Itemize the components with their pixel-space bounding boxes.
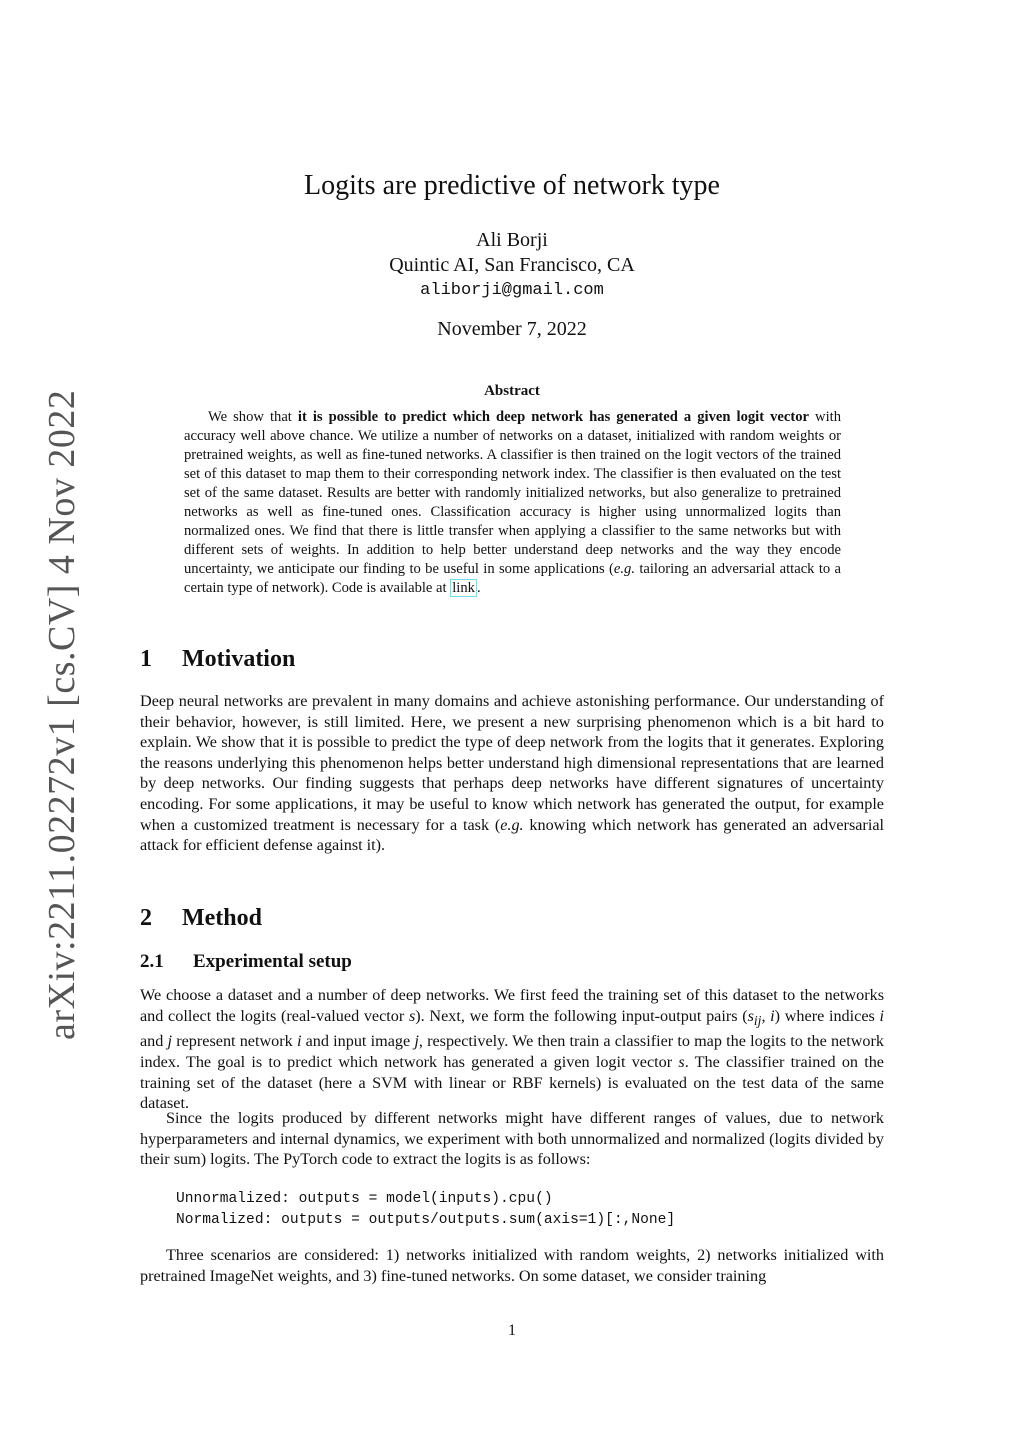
author-name: Ali Borji	[476, 229, 548, 251]
section-number: 2	[140, 905, 152, 931]
section-heading-method	[140, 905, 262, 932]
abstract-lead: We show that	[208, 409, 298, 425]
math-var: s	[408, 1006, 416, 1025]
math-var: s	[747, 1006, 754, 1025]
abstract-eg: e.g.	[613, 561, 635, 577]
math-var: s	[678, 1053, 685, 1072]
section-heading-motivation	[140, 646, 295, 673]
text-span: represent network	[172, 1032, 297, 1051]
setup-paragraph-1	[140, 985, 884, 1114]
paper-date: November 7, 2022	[437, 318, 587, 340]
text-span: . The classifier trained on the training set of the dataset (here a SVM with linear or RBF kernels) is evaluated on the test data of the same dataset.	[140, 1053, 884, 1113]
math-subscript: ij	[753, 1012, 762, 1028]
code-link[interactable]: link	[452, 580, 475, 596]
section-title: Method	[182, 905, 262, 931]
text-span: We choose a dataset and a number of deep networks. We first feed the training set of this dataset to the networks and collect the logits (real-valued vector	[140, 986, 884, 1025]
code-line: Normalized: outputs = outputs/outputs.sum(axis=1)[:,None]	[176, 1212, 676, 1228]
section-title: Motivation	[182, 646, 296, 672]
motivation-text: Deep neural networks are prevalent in many domains and achieve astonishing performance. Our understanding of their behavior, however, is still limited. Here, we present a new surprising phenomenon which is a bit hard to explain. We show that it is possible to predict the type of deep network from the logits that it generates. Exploring the reasons underlying this phenomenon helps better understand high dimensional representations that are learned by deep networks. Our finding suggests that perhaps deep networks have different signatures of uncertainty encoding. For some applications, it may be useful to know which network has generated the output, for example when a customized treatment is necessary for a task (	[140, 692, 884, 834]
motivation-eg: e.g.	[500, 815, 524, 834]
subsection-heading-experimental-setup	[140, 951, 352, 973]
math-var: i	[296, 1032, 302, 1051]
math-var: j	[167, 1032, 173, 1051]
section-number: 1	[140, 646, 152, 672]
abstract-text-end: tailoring an adversarial attack to a certain type of network). Code is available at	[184, 561, 841, 596]
paper-title: Logits are predictive of network type	[304, 170, 720, 201]
setup-paragraph-2: Since the logits produced by different networks might have different ranges of values, due to network hyperparameters and internal dynamics, we experiment with both unnormalized and normalized (logits divided by their sum) logits. The PyTorch code to extract the logits is as follows:	[140, 1109, 884, 1169]
motivation-text-end: knowing which network has generated an adversarial attack for efficient defense against it).	[140, 815, 884, 855]
abstract-heading: Abstract	[484, 383, 540, 399]
text-span: ) where indices	[774, 1006, 880, 1025]
text-span: and	[140, 1032, 168, 1051]
math-var: i	[879, 1006, 884, 1025]
text-span: and input image	[301, 1032, 415, 1051]
arxiv-identifier: arXiv:2211.02272v1 [cs.CV] 4 Nov 2022	[41, 389, 83, 1040]
math-var: j	[414, 1032, 419, 1051]
abstract-bold-claim: it is possible to predict which deep network has generated a given logit vector	[297, 409, 810, 425]
code-line: Unnormalized: outputs = model(inputs).cpu()	[176, 1191, 553, 1207]
author-email: aliborji@gmail.com	[420, 281, 604, 300]
text-span: , respectively. We then train a classifier to map the logits to the network index. The goal is to predict which network has generated a given logit vector	[140, 1032, 884, 1072]
subsection-title: Experimental setup	[193, 951, 352, 972]
abstract-final-period: .	[476, 580, 481, 596]
math-var: , i	[761, 1006, 775, 1025]
code-block	[176, 1189, 675, 1231]
setup-paragraph-3: Three scenarios are considered: 1) networks initialized with random weights, 2) networks initialized with pretrained ImageNet weights, and 3) fine-tuned networks. On some dataset, we consider training	[140, 1246, 884, 1285]
author-affiliation: Quintic AI, San Francisco, CA	[389, 254, 635, 276]
subsection-number: 2.1	[140, 951, 164, 972]
page-number: 1	[508, 1322, 516, 1339]
abstract-text: with accuracy well above chance. We utilize a number of networks on a dataset, initialized with random weights or pretrained weights, as well as fine-tuned networks. A classifier is then trained on the logit vectors of the trained set of this dataset to map them to their corresponding network index. The classifier is then evaluated on the test set of the same dataset. Results are better with randomly initialized networks, but also generalize to pretrained networks as well as fine-tuned ones. Classification accuracy is higher using unnormalized logits than normalized ones. We find that there is little transfer when applying a classifier to the same networks but with different sets of weights. In addition to help better understand deep networks and the way they encode uncertainty, we anticipate our finding to be useful in some applications (	[184, 409, 841, 577]
abstract-body	[184, 408, 841, 598]
author-block	[0, 228, 1024, 303]
motivation-paragraph	[140, 691, 884, 856]
text-span: ). Next, we form the following input-output pairs (	[415, 1006, 748, 1025]
